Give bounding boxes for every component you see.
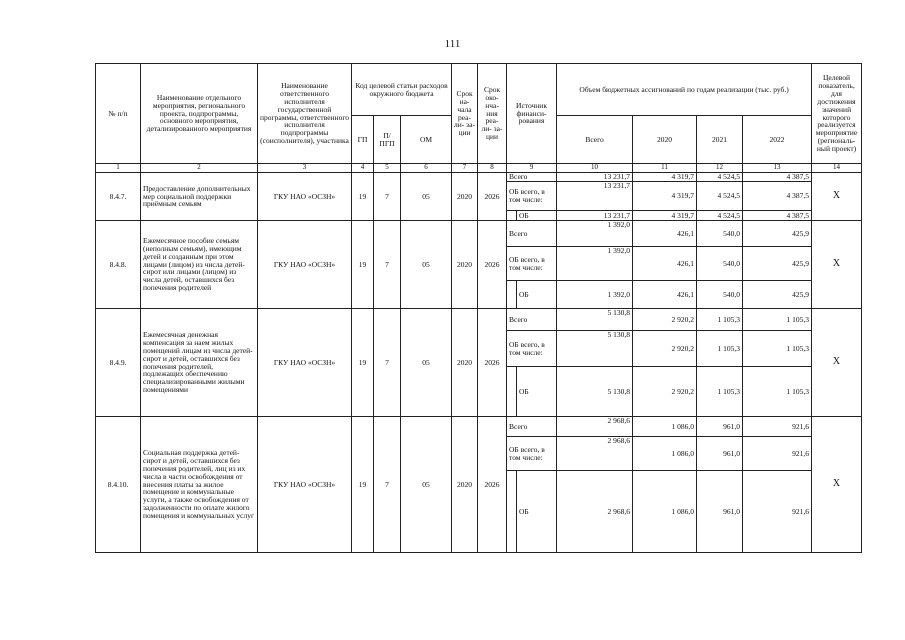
row-number: 8.4.10. bbox=[96, 417, 141, 553]
column-number: 12 bbox=[697, 164, 743, 173]
value-cell: 2 968,6 bbox=[557, 437, 633, 471]
row-pgp: 7 bbox=[374, 173, 401, 221]
value-cell: 921,6 bbox=[743, 437, 812, 471]
source-indent bbox=[507, 211, 517, 221]
value-cell: 1 105,3 bbox=[743, 367, 812, 417]
header-name: Наименование отдельного мероприятия, регионального проекта, подпрограммы, основного мероприятия, детализированного мероприятия bbox=[141, 64, 258, 164]
header-2022: 2022 bbox=[743, 116, 812, 164]
column-number: 2 bbox=[141, 164, 258, 173]
value-cell: 13 231,7 bbox=[557, 182, 633, 211]
header-start: Срок на- чала реа- ли- за- ции bbox=[452, 64, 478, 164]
column-number: 10 bbox=[557, 164, 633, 173]
table-row bbox=[96, 173, 862, 182]
value-cell: 4 319,7 bbox=[633, 182, 697, 211]
budget-table bbox=[95, 63, 862, 553]
value-cell: 921,6 bbox=[743, 417, 812, 437]
header-end: Срок око- нча- ния реа- ли- за- ции bbox=[478, 64, 507, 164]
value-cell: 426,1 bbox=[633, 221, 697, 247]
row-name: Ежемесячная денежная компенсация за наем жилых помещений лицам из числа детей-сирот и детей, оставшихся без попечения родителей, подлежащих обеспечению специализированными жилыми помещениями bbox=[141, 309, 258, 417]
source-indent bbox=[507, 471, 517, 553]
row-executor: ГКУ НАО «ОСЗН» bbox=[258, 309, 352, 417]
source-ob-label: ОБ bbox=[517, 367, 557, 417]
row-om: 05 bbox=[401, 309, 452, 417]
row-om: 05 bbox=[401, 221, 452, 309]
table-row bbox=[96, 221, 862, 247]
column-number: 8 bbox=[478, 164, 507, 173]
value-cell: 961,0 bbox=[697, 471, 743, 553]
row-target: X bbox=[812, 221, 862, 309]
header-executor: Наименование ответственного исполнителя государственной программы, ответственного исполнителя подпрограммы (соисполнителя), участника bbox=[258, 64, 352, 164]
header-num: № п/п bbox=[96, 64, 141, 164]
row-gp: 19 bbox=[352, 221, 374, 309]
header-source: Источник финанси- рования bbox=[507, 64, 557, 164]
value-cell: 2 920,2 bbox=[633, 331, 697, 367]
row-target: X bbox=[812, 173, 862, 221]
row-om: 05 bbox=[401, 417, 452, 553]
value-cell: 4 319,7 bbox=[633, 173, 697, 182]
column-number: 13 bbox=[743, 164, 812, 173]
header-2021: 2021 bbox=[697, 116, 743, 164]
value-cell: 5 130,8 bbox=[557, 309, 633, 331]
value-cell: 540,0 bbox=[697, 247, 743, 281]
source-ob-total-label: ОБ всего, в том числе: bbox=[507, 182, 557, 211]
value-cell: 5 130,8 bbox=[557, 331, 633, 367]
value-cell: 4 387,5 bbox=[743, 173, 812, 182]
source-ob-total-label: ОБ всего, в том числе: bbox=[507, 331, 557, 367]
source-all-label: Всего bbox=[507, 417, 557, 437]
value-cell: 1 392,0 bbox=[557, 247, 633, 281]
header-pgp: П/ ПГП bbox=[374, 116, 401, 164]
value-cell: 961,0 bbox=[697, 417, 743, 437]
row-number: 8.4.8. bbox=[96, 221, 141, 309]
row-end: 2026 bbox=[478, 173, 507, 221]
row-pgp: 7 bbox=[374, 417, 401, 553]
row-pgp: 7 bbox=[374, 221, 401, 309]
header-om: ОМ bbox=[401, 116, 452, 164]
value-cell: 1 086,0 bbox=[633, 471, 697, 553]
row-number: 8.4.9. bbox=[96, 309, 141, 417]
source-all-label: Всего bbox=[507, 309, 557, 331]
value-cell: 4 524,5 bbox=[697, 211, 743, 221]
source-ob-label: ОБ bbox=[517, 211, 557, 221]
value-cell: 2 968,6 bbox=[557, 417, 633, 437]
source-all-label: Всего bbox=[507, 221, 557, 247]
row-gp: 19 bbox=[352, 309, 374, 417]
value-cell: 1 105,3 bbox=[743, 309, 812, 331]
value-cell: 1 105,3 bbox=[697, 331, 743, 367]
value-cell: 425,9 bbox=[743, 221, 812, 247]
header-2020: 2020 bbox=[633, 116, 697, 164]
row-target: X bbox=[812, 417, 862, 553]
row-end: 2026 bbox=[478, 221, 507, 309]
source-all-label: Всего bbox=[507, 173, 557, 182]
value-cell: 2 920,2 bbox=[633, 367, 697, 417]
row-start: 2020 bbox=[452, 173, 478, 221]
column-number: 1 bbox=[96, 164, 141, 173]
value-cell: 5 130,8 bbox=[557, 367, 633, 417]
value-cell: 4 387,5 bbox=[743, 211, 812, 221]
value-cell: 1 105,3 bbox=[697, 367, 743, 417]
column-number: 4 bbox=[352, 164, 374, 173]
value-cell: 2 920,2 bbox=[633, 309, 697, 331]
value-cell: 426,1 bbox=[633, 247, 697, 281]
row-name: Социальная поддержка детей-сирот и детей, оставшихся без попечения родителей, лиц из их числа в части освобождения от внесения платы за жилое помещение и коммунальные услуги, а также освобождения от задолженности по оплате жилого помещения и коммунальных услуг bbox=[141, 417, 258, 553]
row-end: 2026 bbox=[478, 309, 507, 417]
column-number: 14 bbox=[812, 164, 862, 173]
header-total: Всего bbox=[557, 116, 633, 164]
column-number-row bbox=[96, 164, 862, 173]
value-cell: 13 231,7 bbox=[557, 211, 633, 221]
value-cell: 4 524,5 bbox=[697, 182, 743, 211]
source-ob-label: ОБ bbox=[517, 471, 557, 553]
source-indent bbox=[507, 367, 517, 417]
header-code: Код целевой статьи расходов окружного бюджета bbox=[352, 64, 452, 116]
value-cell: 921,6 bbox=[743, 471, 812, 553]
row-number: 8.4.7. bbox=[96, 173, 141, 221]
column-number: 6 bbox=[401, 164, 452, 173]
row-gp: 19 bbox=[352, 173, 374, 221]
column-number: 3 bbox=[258, 164, 352, 173]
row-pgp: 7 bbox=[374, 309, 401, 417]
value-cell: 2 968,6 bbox=[557, 471, 633, 553]
header-volume: Объем бюджетных ассигнований по годам реализации (тыс. руб.) bbox=[557, 64, 812, 116]
value-cell: 1 392,0 bbox=[557, 221, 633, 247]
value-cell: 425,9 bbox=[743, 281, 812, 309]
source-ob-total-label: ОБ всего, в том числе: bbox=[507, 437, 557, 471]
value-cell: 13 231,7 bbox=[557, 173, 633, 182]
row-executor: ГКУ НАО «ОСЗН» bbox=[258, 173, 352, 221]
value-cell: 540,0 bbox=[697, 221, 743, 247]
source-ob-total-label: ОБ всего, в том числе: bbox=[507, 247, 557, 281]
value-cell: 4 387,5 bbox=[743, 182, 812, 211]
value-cell: 540,0 bbox=[697, 281, 743, 309]
value-cell: 1 086,0 bbox=[633, 437, 697, 471]
row-start: 2020 bbox=[452, 417, 478, 553]
value-cell: 425,9 bbox=[743, 247, 812, 281]
source-indent bbox=[507, 281, 517, 309]
row-name: Предоставление дополнительных мер социальной поддержки приёмным семьям bbox=[141, 173, 258, 221]
table-row bbox=[96, 309, 862, 331]
row-executor: ГКУ НАО «ОСЗН» bbox=[258, 417, 352, 553]
row-end: 2026 bbox=[478, 417, 507, 553]
row-start: 2020 bbox=[452, 309, 478, 417]
row-target: X bbox=[812, 309, 862, 417]
value-cell: 4 524,5 bbox=[697, 173, 743, 182]
value-cell: 1 105,3 bbox=[743, 331, 812, 367]
source-ob-label: ОБ bbox=[517, 281, 557, 309]
column-number: 9 bbox=[507, 164, 557, 173]
column-number: 11 bbox=[633, 164, 697, 173]
row-gp: 19 bbox=[352, 417, 374, 553]
value-cell: 1 105,3 bbox=[697, 309, 743, 331]
header-gp: ГП bbox=[352, 116, 374, 164]
value-cell: 961,0 bbox=[697, 437, 743, 471]
column-number: 7 bbox=[452, 164, 478, 173]
table-row bbox=[96, 417, 862, 437]
row-name: Ежемесячное пособие семьям (неполным семьям), имеющим детей и созданным при этом лицами (лицом) из числа детей-сирот или лицами (лицом) из числа детей, оставшихся без попечения родителей bbox=[141, 221, 258, 309]
column-number: 5 bbox=[374, 164, 401, 173]
value-cell: 1 086,0 bbox=[633, 417, 697, 437]
value-cell: 1 392,0 bbox=[557, 281, 633, 309]
value-cell: 426,1 bbox=[633, 281, 697, 309]
value-cell: 4 319,7 bbox=[633, 211, 697, 221]
page-number: 111 bbox=[444, 38, 461, 50]
header-target: Целевой показатель, для достижения значений которого реализуется мероприятие (региональ- ный проект) bbox=[812, 64, 862, 164]
row-start: 2020 bbox=[452, 221, 478, 309]
row-om: 05 bbox=[401, 173, 452, 221]
row-executor: ГКУ НАО «ОСЗН» bbox=[258, 221, 352, 309]
